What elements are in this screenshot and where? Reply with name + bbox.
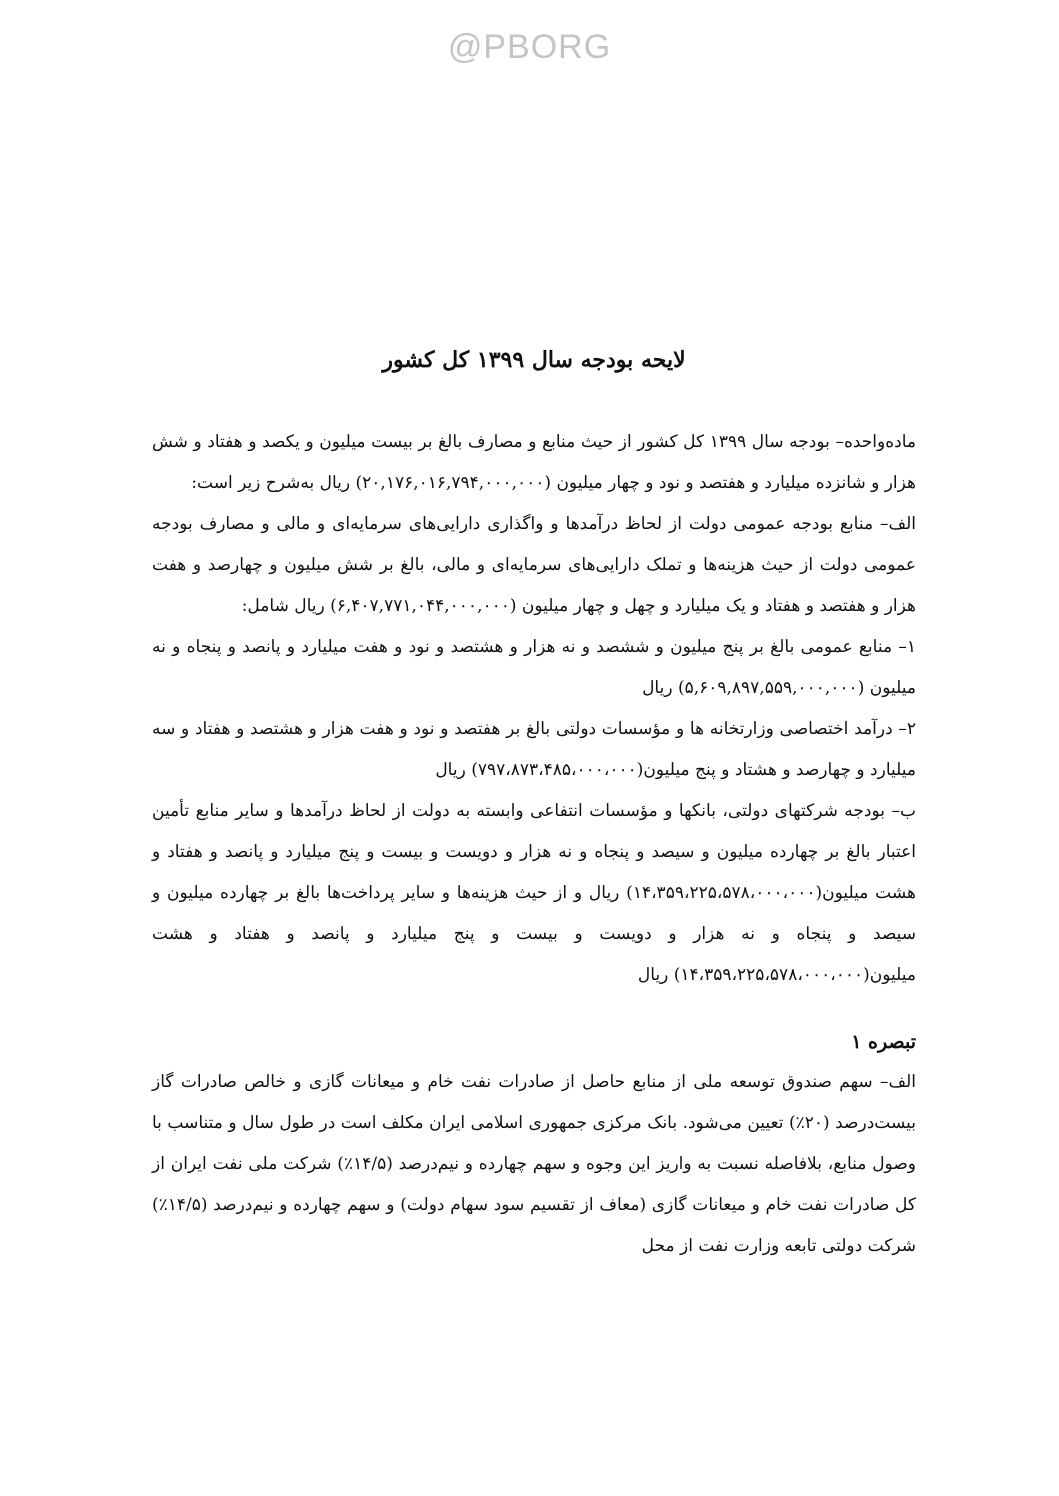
document-title: لایحه بودجه سال ۱۳۹۹ کل کشور xyxy=(382,347,686,373)
paragraph-single-article: ماده‌واحده– بودجه سال ۱۳۹۹ کل کشور از حیث منابع و مصارف بالغ بر بیست میلیون و یکصد و هفتاد و شش هزار و شانزده میلیارد و هفتصد و نود و چهار میلیون (۲۰,۱۷۶,۰۱۶,۷۹۴,۰۰۰,۰۰۰) ریال به‌شرح زیر است: xyxy=(152,432,916,493)
note-1-paragraph-alef: الف– سهم صندوق توسعه ملی از منابع حاصل از صادرات نفت خام و میعانات گازی و خالص صادرات گاز بیست‌درصد (۲۰٪) تعیین می‌شود. بانک مرکزی جمهوری اسلامی ایران مکلف است در طول سال و متناسب با وصول منابع، بلافاصله نسبت به واریز این وجوه و سهم چهارده و نیم‌درصد (۱۴/۵٪) شرکت ملی نفت ایران از کل صادرات نفت خام و میعانات گازی (معاف از تقسیم سود سهام دولت) و سهم چهارده و نیم‌درصد (۱۴/۵٪) شرکت دولتی تابعه وزارت نفت از محل xyxy=(152,1072,916,1256)
paragraph-2-dedicated-revenue: ۲– درآمد اختصاصی وزارتخانه ها و مؤسسات دولتی بالغ بر هفتصد و نود و هفت هزار و هشتصد و هفتاد و سه میلیارد و چهارصد و هشتاد و پنج میلیون(۷۹۷،۸۷۳،۴۸۵،۰۰۰،۰۰۰) ریال xyxy=(152,719,916,780)
paragraph-1-general-resources: ۱– منابع عمومی بالغ بر پنج میلیون و ششصد و نه هزار و هشتصد و نود و هفت میلیارد و پانصد و پنجاه و نه میلیون (۵,۶۰۹,۸۹۷,۵۵۹,۰۰۰,۰۰۰) ریال xyxy=(152,637,916,698)
watermark: @PBORG xyxy=(447,28,612,66)
document-page xyxy=(152,340,916,1267)
paragraph-alef-general-budget: الف– منابع بودجه عمومی دولت از لحاظ درآمدها و واگذاری دارایی‌های سرمایه‌ای و مالی و مصارف بودجه عمومی دولت از حیث هزینه‌ها و تملک دارایی‌های سرمایه‌ای و مالی، بالغ بر شش میلیون و چهارصد و هفت هزار و هفتصد و هفتاد و یک میلیارد و چهل و چهار میلیون (۶,۴۰۷,۷۷۱,۰۴۴,۰۰۰,۰۰۰) ریال شامل: xyxy=(152,514,916,616)
note-1-heading: تبصره ۱ xyxy=(851,1031,916,1053)
paragraph-be-state-companies: ب– بودجه شرکتهای دولتی، بانکها و مؤسسات انتفاعی وابسته به دولت از لحاظ درآمدها و سایر منابع تأمین اعتبار بالغ بر چهارده میلیون و سیصد و پنجاه و نه هزار و دویست و بیست و پنج میلیارد و پانصد و هفتاد و هشت میلیون(۱۴،۳۵۹،۲۲۵،۵۷۸،۰۰۰،۰۰۰) ریال و از حیث هزینه‌ها و سایر پرداخت‌ها بالغ بر چهارده میلیون و سیصد و پنجاه و نه هزار و دویست و بیست و پنج میلیارد و پانصد و هفتاد و هشت میلیون(۱۴،۳۵۹،۲۲۵،۵۷۸،۰۰۰،۰۰۰) ریال xyxy=(152,801,916,985)
